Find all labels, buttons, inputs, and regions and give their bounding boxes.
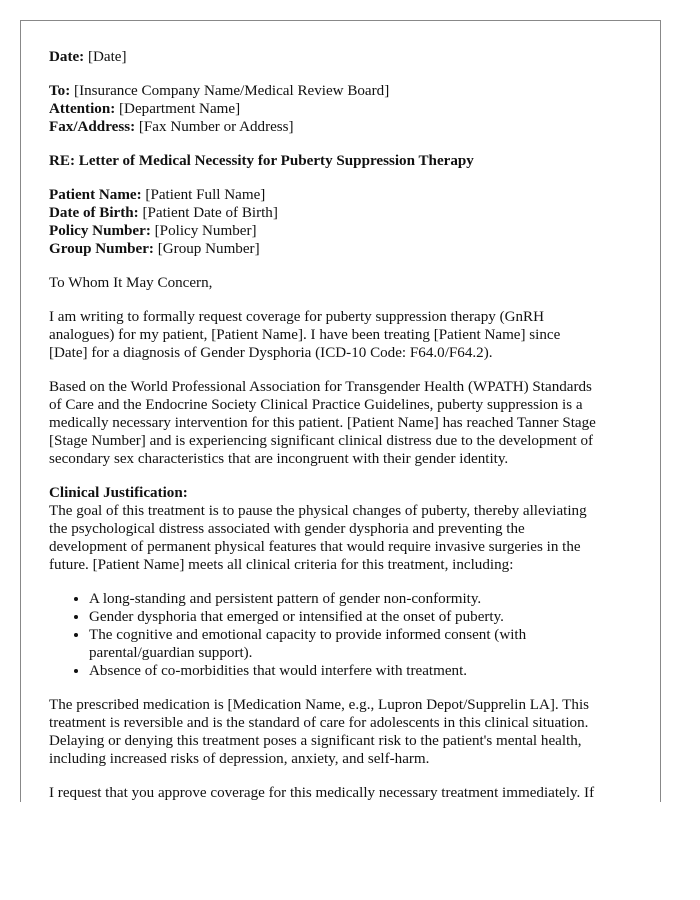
- paragraph-guidelines: [49, 378, 649, 468]
- patient-name-value: [Patient Full Name]: [145, 187, 266, 203]
- paragraph-line: I am writing to formally request coverage for puberty suppression therapy (GnRH: [49, 309, 545, 325]
- criteria-text: parental/guardian support).: [89, 645, 253, 661]
- criteria-item: [89, 608, 649, 626]
- subject-text: RE: Letter of Medical Necessity for Puberty Suppression Therapy: [49, 153, 474, 169]
- subject-line: [49, 152, 649, 170]
- paragraph-intro: [49, 308, 649, 362]
- fax-line: [49, 118, 649, 136]
- paragraph-line: The goal of this treatment is to pause the physical changes of puberty, thereby alleviating: [49, 503, 587, 519]
- paragraph-line: future. [Patient Name] meets all clinical criteria for this treatment, including:: [49, 557, 514, 573]
- criteria-item: [89, 662, 649, 680]
- recipient-block: [49, 82, 649, 136]
- paragraph-line: [Date] for a diagnosis of Gender Dysphoria (ICD-10 Code: F64.0/F64.2).: [49, 345, 493, 361]
- date-value: [Date]: [87, 49, 127, 65]
- justification-section: [49, 484, 649, 574]
- paragraph-line: secondary sex characteristics that are incongruent with their gender identity.: [49, 451, 509, 467]
- dob-line: [49, 204, 649, 222]
- criteria-text: • A long-standing and persistent pattern of gender non-conformity.: [89, 591, 482, 607]
- letter-page: [20, 20, 661, 802]
- date-label: Date:: [49, 49, 85, 65]
- paragraph-request: [49, 784, 649, 802]
- paragraph-line: medically necessary intervention for this patient. [Patient Name] has reached Tanner Stage: [49, 415, 596, 431]
- group-line: [49, 240, 649, 258]
- attention-value: [Department Name]: [119, 101, 241, 117]
- paragraph-line: [Stage Number] and is experiencing significant clinical distress due to the development of: [49, 433, 594, 449]
- paragraph-line: analogues) for my patient, [Patient Name]. I have been treating [Patient Name] since: [49, 327, 561, 343]
- fax-label: Fax/Address:: [49, 119, 136, 135]
- criteria-text: • Absence of co-morbidities that would interfere with treatment.: [89, 663, 468, 679]
- dob-label: Date of Birth:: [49, 205, 139, 221]
- policy-label: Policy Number:: [49, 223, 151, 239]
- attention-label: Attention:: [49, 101, 116, 117]
- criteria-text: • Gender dysphoria that emerged or intensified at the onset of puberty.: [89, 609, 504, 625]
- paragraph-line: Based on the World Professional Association for Transgender Health (WPATH) Standards: [49, 379, 592, 395]
- policy-line: [49, 222, 649, 240]
- paragraph-medication: [49, 696, 649, 768]
- paragraph-line: I request that you approve coverage for this medically necessary treatment immediately. If: [49, 785, 595, 801]
- paragraph-line: the psychological distress associated with gender dysphoria and preventing the: [49, 521, 525, 537]
- dob-value: [Patient Date of Birth]: [142, 205, 278, 221]
- letter-body: [49, 48, 649, 802]
- criteria-item: [89, 626, 649, 662]
- to-line: [49, 82, 649, 100]
- paragraph-line: The prescribed medication is [Medication Name, e.g., Lupron Depot/Supprelin LA]. This: [49, 697, 590, 713]
- patient-name-line: [49, 186, 649, 204]
- paragraph-line: Delaying or denying this treatment poses a significant risk to the patient's mental health,: [49, 733, 582, 749]
- patient-name-label: Patient Name:: [49, 187, 142, 203]
- criteria-text: • The cognitive and emotional capacity to provide informed consent (with: [89, 627, 527, 643]
- to-value: [Insurance Company Name/Medical Review Board]: [74, 83, 390, 99]
- attention-line: [49, 100, 649, 118]
- group-value: [Group Number]: [157, 241, 260, 257]
- salutation: To Whom It May Concern,: [49, 275, 213, 291]
- paragraph-line: treatment is reversible and is the standard of care for adolescents in this clinical situation.: [49, 715, 589, 731]
- policy-value: [Policy Number]: [154, 223, 257, 239]
- paragraph-line: including increased risks of depression, anxiety, and self-harm.: [49, 751, 430, 767]
- criteria-list: [49, 590, 649, 680]
- criteria-item: [89, 590, 649, 608]
- header-date: [49, 48, 649, 66]
- justification-heading: Clinical Justification:: [49, 485, 188, 501]
- fax-value: [Fax Number or Address]: [138, 119, 294, 135]
- patient-block: [49, 186, 649, 258]
- paragraph-line: development of permanent physical features that would require invasive surgeries in the: [49, 539, 581, 555]
- to-label: To:: [49, 83, 71, 99]
- paragraph-line: of Care and the Endocrine Society Clinical Practice Guidelines, puberty suppression is a: [49, 397, 583, 413]
- group-label: Group Number:: [49, 241, 154, 257]
